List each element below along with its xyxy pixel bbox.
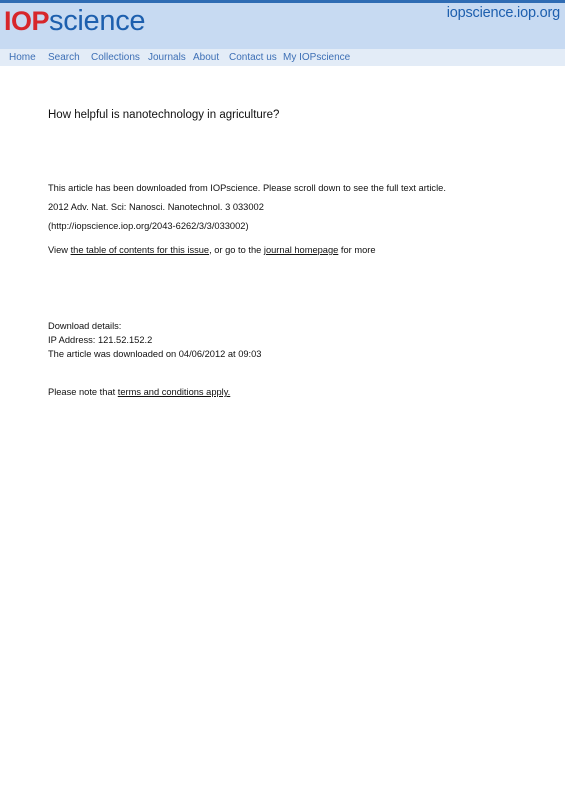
nav-item-collections[interactable]: Collections	[91, 52, 140, 63]
logo-science-text: science	[49, 5, 146, 37]
download-details-heading: Download details:	[48, 321, 122, 331]
view-middle-text: , or go to the	[209, 245, 264, 255]
download-timestamp: The article was downloaded on 04/06/2012 at 09:03	[48, 349, 262, 359]
journal-homepage-link[interactable]: journal homepage	[263, 245, 339, 255]
view-suffix-text: for more	[338, 245, 376, 255]
view-prefix-text: View	[48, 245, 71, 255]
ip-address: IP Address: 121.52.152.2	[48, 335, 153, 345]
nav-item-journals[interactable]: Journals	[148, 52, 186, 63]
nav-bar	[0, 49, 565, 66]
download-notice: This article has been downloaded from IOPscience. Please scroll down to see the full text article.	[48, 183, 446, 193]
table-of-contents-link[interactable]: the table of contents for this issue	[70, 245, 210, 255]
nav-item-home[interactable]: Home	[9, 52, 36, 63]
view-more-line	[48, 244, 376, 256]
terms-line	[48, 386, 230, 398]
site-header	[0, 3, 565, 49]
article-url: (http://iopscience.iop.org/2043-6262/3/3/033002)	[48, 221, 249, 231]
iopscience-logo[interactable]	[4, 4, 145, 38]
nav-item-search[interactable]: Search	[48, 52, 80, 63]
nav-item-my-iopscience[interactable]: My IOPscience	[283, 52, 351, 63]
terms-prefix-text: Please note that	[48, 387, 118, 397]
nav-item-contact-us[interactable]: Contact us	[229, 52, 277, 63]
logo-iop-text: IOP	[4, 6, 50, 36]
article-citation: 2012 Adv. Nat. Sci: Nanosci. Nanotechnol. 3 033002	[48, 202, 264, 212]
terms-and-conditions-link[interactable]: terms and conditions apply.	[117, 387, 231, 397]
site-url-link[interactable]: iopscience.iop.org	[446, 5, 560, 21]
article-title: How helpful is nanotechnology in agriculture?	[48, 109, 280, 121]
nav-item-about[interactable]: About	[193, 52, 220, 63]
